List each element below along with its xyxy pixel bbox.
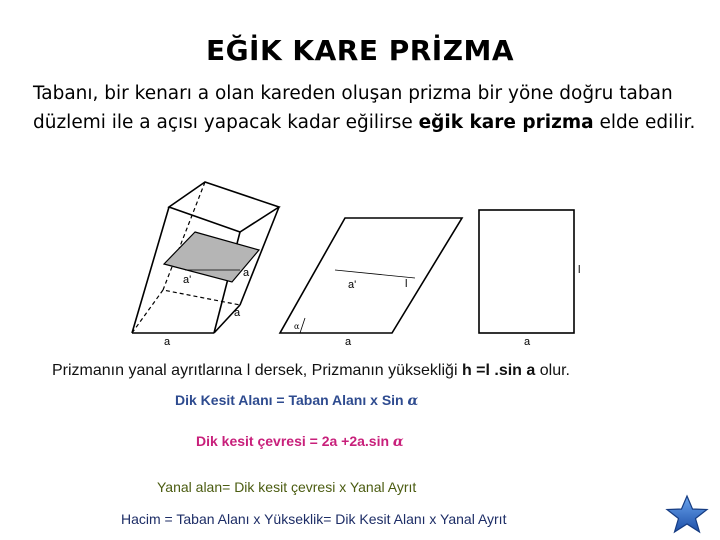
fig2-label-bottom: a: [345, 336, 352, 348]
height-formula-line: [52, 362, 672, 380]
page-title: EĞİK KARE PRİZMA: [205, 34, 515, 67]
parallelogram-figure: [280, 218, 462, 333]
yanal-alan-formula: Yanal alan= Dik kesit çevresi x Yanal Ayrıt: [157, 479, 417, 495]
fig1-label-a-prime: a': [183, 274, 192, 286]
fig3-label-l: l: [578, 264, 581, 276]
alpha-symbol: α: [407, 393, 419, 409]
fig2-label-l: l: [405, 278, 408, 290]
hacim-formula: Hacim = Taban Alanı x Yükseklik= Dik Kesit Alanı x Yanal Ayrıt: [121, 511, 507, 527]
height-formula-end: olur.: [535, 362, 570, 379]
intro-text-1: Tabanı, bir kenarı a olan kareden oluşan prizma bir yöne doğru taban düzlemi ile a açısı yapacak kadar eğilirse: [33, 83, 673, 133]
oblique-prism-figure: [132, 182, 279, 333]
dik-kesit-cevresi-text: Dik kesit çevresi = 2a +2a.sin: [196, 433, 393, 449]
intro-text-2: elde edilir.: [593, 112, 696, 133]
height-formula-bold: h =l .sin a: [461, 362, 536, 379]
rectangle-figure: [479, 210, 574, 333]
fig2-label-a-prime: a': [348, 279, 357, 291]
intro-bold-term: eğik kare prizma: [418, 112, 594, 133]
dik-kesit-alani-text: Dik Kesit Alanı = Taban Alanı x Sin: [175, 392, 408, 408]
height-formula-text: Prizmanın yanal ayrıtlarına l dersek, Prizmanın yüksekliği: [52, 362, 462, 379]
fig1-label-a-mid: a: [234, 307, 241, 319]
fig1-label-a-bottom: a: [164, 336, 171, 348]
fig3-label-bottom: a: [524, 336, 531, 348]
alpha-symbol: α: [392, 434, 404, 450]
fig2-label-alpha: α: [294, 322, 300, 331]
dik-kesit-alani-formula: [175, 392, 418, 409]
dik-kesit-cevresi-formula: [196, 433, 404, 450]
fig1-label-a-right: a: [243, 267, 250, 279]
star-icon[interactable]: [664, 494, 710, 534]
